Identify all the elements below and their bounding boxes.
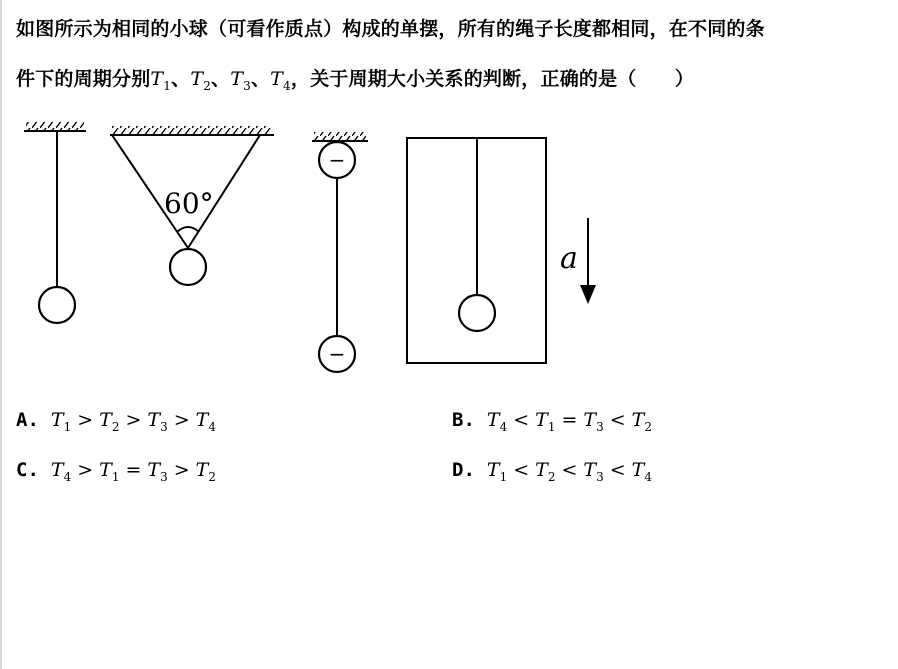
period-t4: $T_4$	[270, 68, 291, 93]
period-t1: $T_1$	[150, 68, 172, 93]
pendulum-3	[312, 132, 368, 372]
angle-label: 60°	[164, 187, 214, 220]
pendulum-figure	[0, 110, 898, 380]
question-line-1: 如图所示为相同的小球（可看作质点）构成的单摆，所有的绳子长度都相同，在不同的条	[16, 18, 765, 40]
separator: 、	[250, 68, 271, 90]
option-c[interactable]: C. $T_4 > T_1 = T_3 > T_2$	[16, 459, 216, 484]
acceleration-label: a	[560, 241, 578, 276]
ceiling-hatch-1	[26, 122, 84, 130]
ball-1	[39, 287, 75, 323]
question-line-2-prefix: 件下的周期分别	[16, 68, 151, 90]
period-t3: $T_3$	[230, 68, 251, 93]
pendulum-1	[24, 122, 86, 323]
ball-4	[459, 295, 495, 331]
ball-2	[170, 249, 206, 285]
option-d[interactable]: D. $T_1 < T_2 < T_3 < T_4$	[452, 459, 652, 484]
option-b[interactable]: B. $T_4 < T_1 = T_3 < T_2$	[452, 409, 652, 434]
option-a[interactable]: A. $T_1 > T_2 > T_3 > T_4$	[16, 409, 216, 434]
separator: 、	[211, 68, 231, 90]
period-t2: $T_2$	[190, 68, 212, 93]
pendulum-2	[110, 126, 274, 285]
ceiling-hatch-3	[314, 132, 366, 140]
charge-sign-bottom: −	[328, 342, 346, 366]
charge-sign-top: −	[328, 148, 346, 172]
angle-arc	[177, 227, 199, 232]
separator: 、	[171, 68, 191, 90]
acceleration-arrow-head	[580, 285, 596, 304]
question-line-2	[16, 64, 694, 93]
question-line-2-suffix: ，关于周期大小关系的判断，正确的是（ ）	[290, 68, 695, 90]
ceiling-hatch-2	[112, 126, 272, 134]
pendulum-4	[407, 138, 596, 363]
